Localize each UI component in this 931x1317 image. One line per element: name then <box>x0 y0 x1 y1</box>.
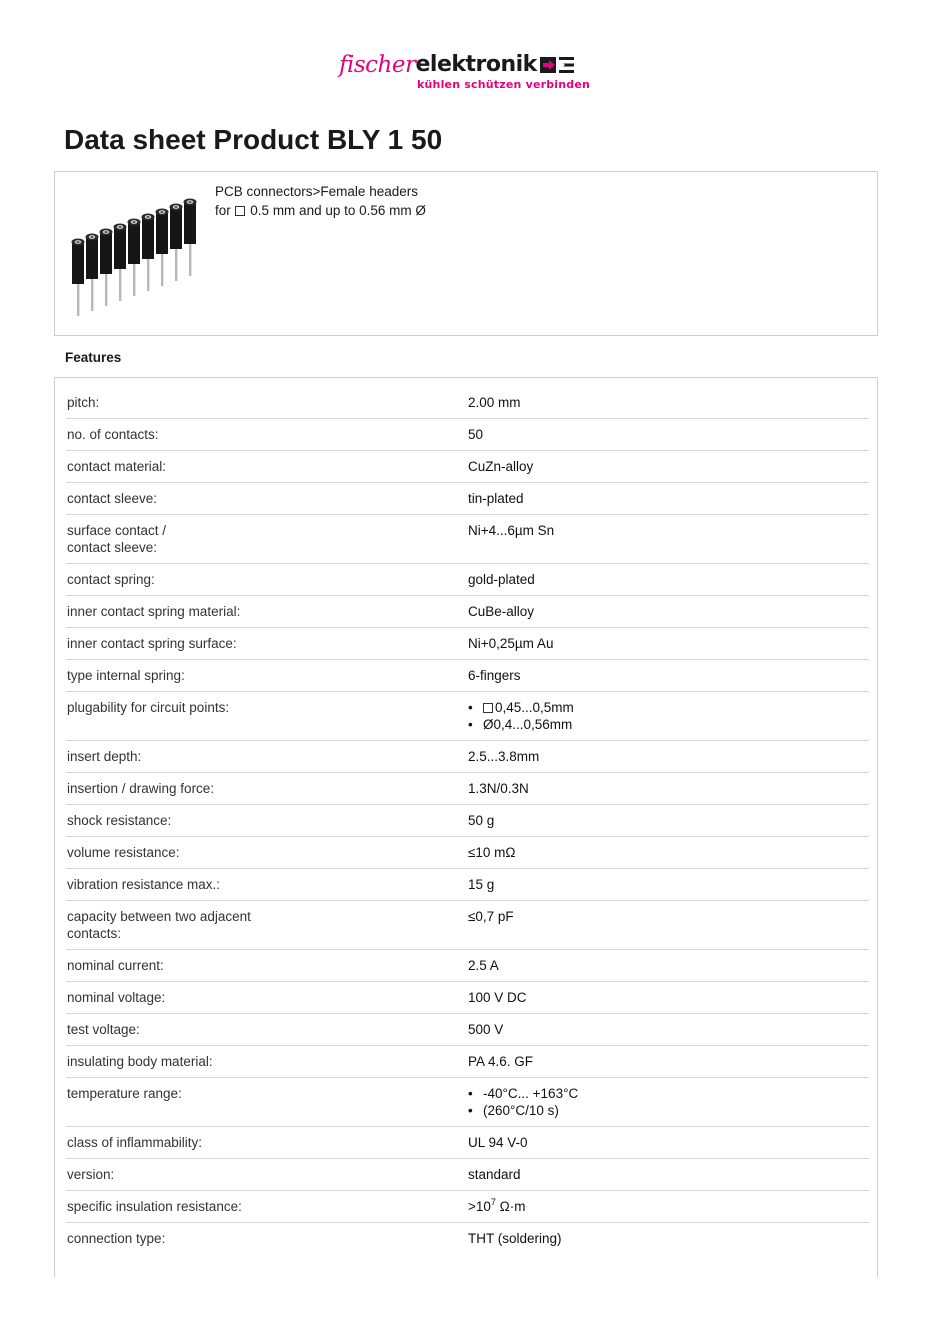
feature-value: UL 94 V-0 <box>468 1135 528 1150</box>
brand-logo <box>339 52 599 94</box>
feature-value-list <box>468 699 869 733</box>
feature-label: no. of contacts: <box>67 427 159 442</box>
feature-value: ≤0,7 pF <box>468 909 514 924</box>
table-row <box>66 628 869 660</box>
feature-value: 2.00 mm <box>468 395 521 410</box>
table-row <box>66 483 869 515</box>
feature-label: specific insulation resistance: <box>67 1199 242 1214</box>
table-row <box>66 1159 869 1191</box>
feature-label: connection type: <box>67 1231 166 1246</box>
feature-value: 2.5 A <box>468 958 499 973</box>
feature-value: 50 g <box>468 813 495 828</box>
feature-label: contact sleeve: <box>67 491 158 506</box>
product-category: PCB connectors>Female headers <box>215 184 418 199</box>
feature-label: nominal voltage: <box>67 990 166 1005</box>
feature-label: plugability for circuit points: <box>67 700 230 715</box>
feature-value: 500 V <box>468 1022 504 1037</box>
table-row <box>66 805 869 837</box>
feature-value: PA 4.6. GF <box>468 1054 534 1069</box>
feature-label: insulating body material: <box>67 1054 213 1069</box>
table-row <box>66 1223 869 1254</box>
brand-name-fischer: fischer <box>339 52 416 78</box>
table-row <box>66 387 869 419</box>
feature-label: volume resistance: <box>67 845 180 860</box>
feature-label: temperature range: <box>67 1086 182 1101</box>
feature-label: insert depth: <box>67 749 142 764</box>
product-spec-line: for 0.5 mm and up to 0.56 mm Ø <box>215 203 426 218</box>
feature-label: capacity between two adjacent contacts: <box>67 909 251 941</box>
list-item: • 0,45...0,5mm <box>468 699 869 716</box>
feature-value: 2.5...3.8mm <box>468 749 540 764</box>
feature-value: Ni+4...6µm Sn <box>468 523 555 538</box>
table-row <box>66 837 869 869</box>
feature-value: tin-plated <box>468 491 524 506</box>
feature-value: Ni+0,25µm Au <box>468 636 554 651</box>
feature-value: gold-plated <box>468 572 535 587</box>
feature-label: nominal current: <box>67 958 164 973</box>
feature-label: inner contact spring surface: <box>67 636 237 651</box>
table-row <box>66 564 869 596</box>
table-row <box>66 596 869 628</box>
feature-value: CuZn-alloy <box>468 459 534 474</box>
page-title: Data sheet Product BLY 1 50 <box>64 124 443 155</box>
feature-label: inner contact spring material: <box>67 604 241 619</box>
brand-tagline: kühlen schützen verbinden <box>417 78 591 91</box>
product-summary <box>54 171 878 336</box>
feature-label: shock resistance: <box>67 813 172 828</box>
feature-value: THT (soldering) <box>468 1231 562 1246</box>
table-row <box>66 451 869 483</box>
feature-value: 100 V DC <box>468 990 527 1005</box>
feature-value: 6-fingers <box>468 668 521 683</box>
feature-label: vibration resistance max.: <box>67 877 221 892</box>
table-row <box>66 1191 869 1223</box>
list-item: • -40°C... +163°C <box>468 1085 869 1102</box>
feature-label: test voltage: <box>67 1022 140 1037</box>
feature-value: $>10^7$ Ω·m <box>468 1196 526 1214</box>
table-row <box>66 1127 869 1159</box>
feature-label: surface contact / contact sleeve: <box>67 523 167 555</box>
feature-value: CuBe-alloy <box>468 604 535 619</box>
table-row <box>66 419 869 451</box>
table-row <box>66 773 869 805</box>
feature-label: class of inflammability: <box>67 1135 203 1150</box>
feature-label: insertion / drawing force: <box>67 781 215 796</box>
feature-label: type internal spring: <box>67 668 185 683</box>
feature-label: version: <box>67 1167 115 1182</box>
table-row <box>66 1046 869 1078</box>
table-row <box>66 950 869 982</box>
table-row <box>66 1014 869 1046</box>
feature-value: 1.3N/0.3N <box>468 781 529 796</box>
feature-value: 15 g <box>468 877 495 892</box>
feature-label: pitch: <box>67 395 100 410</box>
table-row <box>66 692 869 741</box>
square-pin-icon <box>483 703 493 713</box>
square-pin-icon <box>235 206 245 216</box>
brand-arrow-icon <box>540 55 574 75</box>
table-row <box>66 515 869 564</box>
feature-label: contact spring: <box>67 572 155 587</box>
feature-value: 50 <box>468 427 484 442</box>
features-table <box>54 377 878 1277</box>
feature-value <box>468 699 869 733</box>
feature-value <box>468 1085 869 1119</box>
feature-label: contact material: <box>67 459 167 474</box>
features-rows <box>66 387 869 1254</box>
brand-name-elektronik: elektronik <box>415 52 537 77</box>
feature-value: standard <box>468 1167 521 1182</box>
features-heading: Features <box>65 350 122 365</box>
table-row <box>66 982 869 1014</box>
list-item: • (260°C/10 s) <box>468 1102 869 1119</box>
table-row <box>66 1078 869 1127</box>
female-header-product-image <box>65 186 215 316</box>
feature-value-list <box>468 1085 869 1119</box>
table-row <box>66 901 869 950</box>
table-row <box>66 660 869 692</box>
table-row <box>66 741 869 773</box>
product-description <box>215 182 426 220</box>
feature-value: ≤10 mΩ <box>468 845 516 860</box>
list-item: • Ø0,4...0,56mm <box>468 716 869 733</box>
table-row <box>66 869 869 901</box>
